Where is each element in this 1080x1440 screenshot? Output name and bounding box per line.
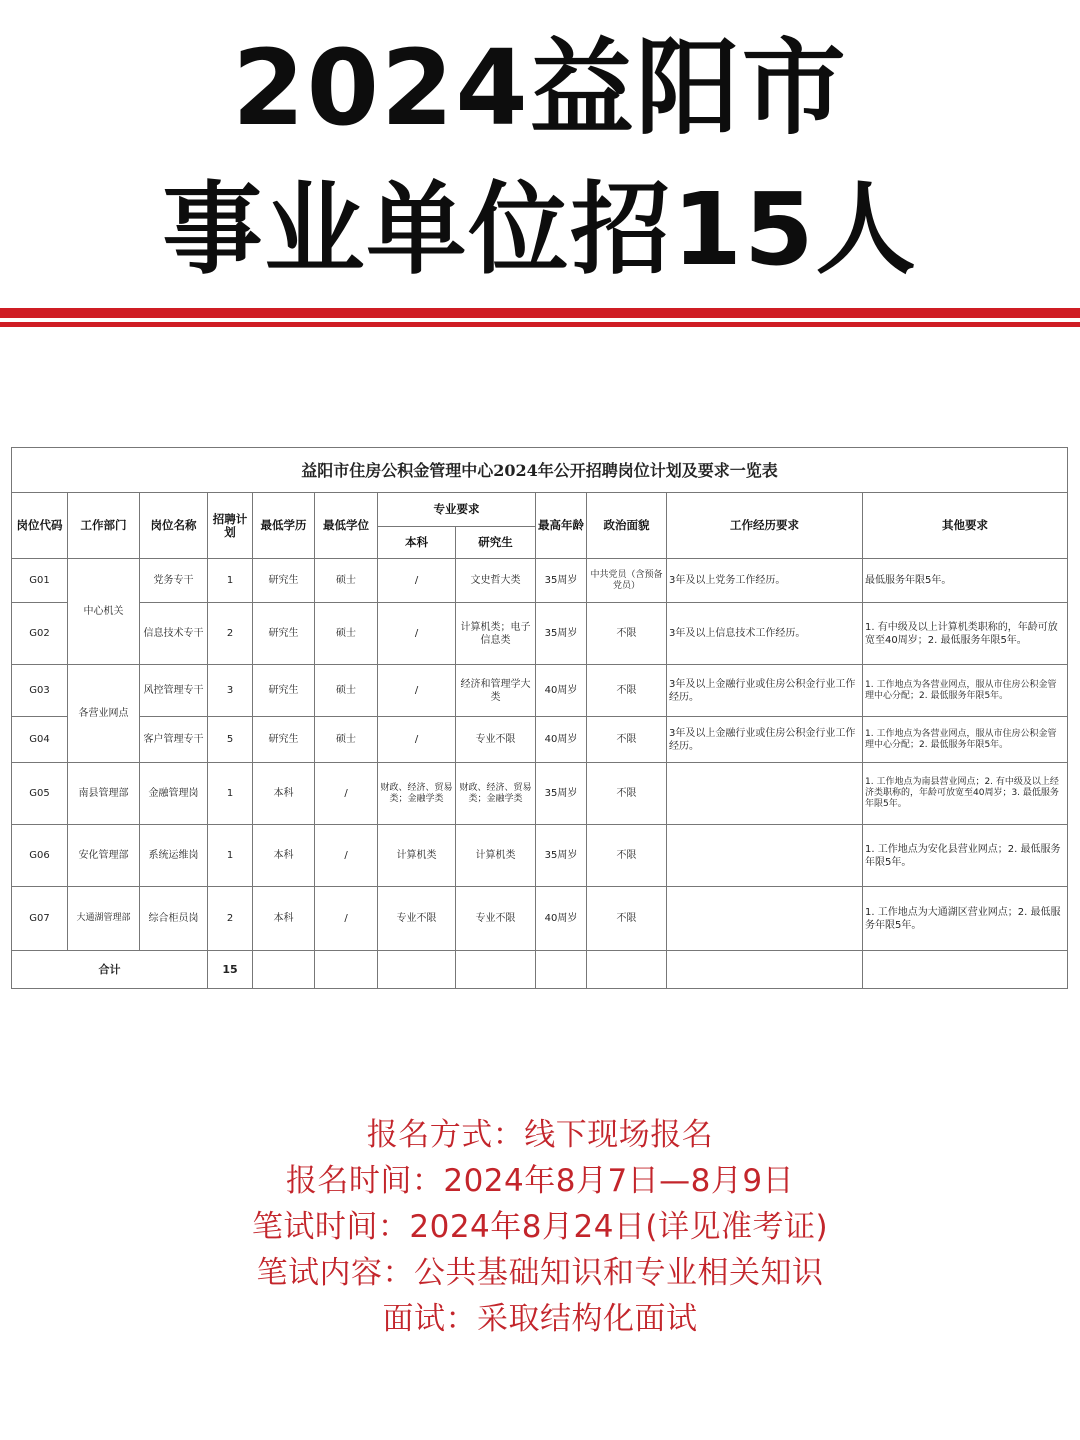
red-rule-thick bbox=[0, 308, 1080, 318]
cell-dept: 安化管理部 bbox=[68, 825, 140, 887]
registration-info bbox=[0, 1112, 1080, 1342]
table-total-row bbox=[12, 951, 1068, 989]
cell-undergrad: 计算机类 bbox=[378, 825, 456, 887]
cell-plan: 2 bbox=[208, 603, 253, 665]
header-grad: 研究生 bbox=[456, 527, 536, 559]
red-rule-thin bbox=[0, 322, 1080, 327]
cell-code: G06 bbox=[12, 825, 68, 887]
cell-grad: 专业不限 bbox=[456, 887, 536, 951]
header-undergrad: 本科 bbox=[378, 527, 456, 559]
recruitment-table-wrapper bbox=[11, 447, 1067, 989]
total-label: 合计 bbox=[12, 951, 208, 989]
cell-post: 综合柜员岗 bbox=[140, 887, 208, 951]
cell-plan: 1 bbox=[208, 825, 253, 887]
cell-political: 不限 bbox=[587, 763, 667, 825]
cell-experience: 3年及以上金融行业或住房公积金行业工作经历。 bbox=[667, 665, 863, 717]
cell-dept: 大通湖管理部 bbox=[68, 887, 140, 951]
table-row bbox=[12, 603, 1068, 665]
cell-age: 40周岁 bbox=[536, 887, 587, 951]
cell-experience bbox=[667, 887, 863, 951]
table-row bbox=[12, 559, 1068, 603]
cell-political: 不限 bbox=[587, 887, 667, 951]
header-major: 专业要求 bbox=[378, 493, 536, 527]
header-plan: 招聘计划 bbox=[208, 493, 253, 559]
cell-political: 不限 bbox=[587, 825, 667, 887]
cell-political: 不限 bbox=[587, 717, 667, 763]
cell-grad: 经济和管理学大类 bbox=[456, 665, 536, 717]
cell-dept: 南县管理部 bbox=[68, 763, 140, 825]
cell-edu: 本科 bbox=[253, 887, 315, 951]
cell-plan: 1 bbox=[208, 763, 253, 825]
empty-cell bbox=[863, 951, 1068, 989]
cell-edu: 研究生 bbox=[253, 559, 315, 603]
cell-edu: 研究生 bbox=[253, 717, 315, 763]
empty-cell bbox=[253, 951, 315, 989]
cell-degree: 硕士 bbox=[315, 665, 378, 717]
cell-code: G03 bbox=[12, 665, 68, 717]
cell-dept-group: 中心机关 bbox=[68, 559, 140, 665]
recruitment-table bbox=[11, 447, 1068, 989]
header-edu: 最低学历 bbox=[253, 493, 315, 559]
header-dept: 工作部门 bbox=[68, 493, 140, 559]
cell-political: 不限 bbox=[587, 603, 667, 665]
cell-post: 金融管理岗 bbox=[140, 763, 208, 825]
cell-undergrad: 财政、经济、贸易类；金融学类 bbox=[378, 763, 456, 825]
cell-degree: 硕士 bbox=[315, 603, 378, 665]
cell-post: 客户管理专干 bbox=[140, 717, 208, 763]
cell-age: 40周岁 bbox=[536, 717, 587, 763]
cell-other: 1. 有中级及以上计算机类职称的，年龄可放宽至40周岁；2. 最低服务年限5年。 bbox=[863, 603, 1068, 665]
cell-undergrad: / bbox=[378, 559, 456, 603]
cell-edu: 本科 bbox=[253, 825, 315, 887]
table-caption-row bbox=[12, 448, 1068, 493]
cell-plan: 1 bbox=[208, 559, 253, 603]
cell-post: 党务专干 bbox=[140, 559, 208, 603]
header-other: 其他要求 bbox=[863, 493, 1068, 559]
cell-edu: 本科 bbox=[253, 763, 315, 825]
header-post: 岗位名称 bbox=[140, 493, 208, 559]
table-header-row bbox=[12, 493, 1068, 527]
cell-grad: 文史哲大类 bbox=[456, 559, 536, 603]
table-caption: 益阳市住房公积金管理中心2024年公开招聘岗位计划及要求一览表 bbox=[12, 448, 1068, 493]
header-experience: 工作经历要求 bbox=[667, 493, 863, 559]
info-exam-content: 笔试内容：公共基础知识和专业相关知识 bbox=[256, 1255, 824, 1291]
cell-degree: 硕士 bbox=[315, 559, 378, 603]
info-registration-time: 报名时间：2024年8月7日—8月9日 bbox=[285, 1163, 795, 1199]
cell-edu: 研究生 bbox=[253, 603, 315, 665]
empty-cell bbox=[315, 951, 378, 989]
cell-other: 1. 工作地点为南县营业网点；2. 有中级及以上经济类职称的，年龄可放宽至40周岁；3. 最低服务年限5年。 bbox=[863, 763, 1068, 825]
cell-experience bbox=[667, 763, 863, 825]
cell-experience: 3年及以上金融行业或住房公积金行业工作经历。 bbox=[667, 717, 863, 763]
cell-experience: 3年及以上信息技术工作经历。 bbox=[667, 603, 863, 665]
cell-undergrad: / bbox=[378, 665, 456, 717]
header-age: 最高年龄 bbox=[536, 493, 587, 559]
table-row bbox=[12, 717, 1068, 763]
cell-age: 35周岁 bbox=[536, 763, 587, 825]
cell-plan: 3 bbox=[208, 665, 253, 717]
cell-other: 1. 工作地点为大通湖区营业网点；2. 最低服务年限5年。 bbox=[863, 887, 1068, 951]
cell-degree: 硕士 bbox=[315, 717, 378, 763]
empty-cell bbox=[667, 951, 863, 989]
table-row bbox=[12, 763, 1068, 825]
cell-undergrad: / bbox=[378, 717, 456, 763]
cell-degree: / bbox=[315, 763, 378, 825]
empty-cell bbox=[378, 951, 456, 989]
empty-cell bbox=[587, 951, 667, 989]
cell-grad: 专业不限 bbox=[456, 717, 536, 763]
table-row bbox=[12, 825, 1068, 887]
header-political: 政治面貌 bbox=[587, 493, 667, 559]
cell-experience: 3年及以上党务工作经历。 bbox=[667, 559, 863, 603]
total-value: 15 bbox=[208, 951, 253, 989]
cell-grad: 计算机类 bbox=[456, 825, 536, 887]
headline-line-2: 事业单位招15人 bbox=[162, 171, 918, 288]
header-code: 岗位代码 bbox=[12, 493, 68, 559]
info-exam-time: 笔试时间：2024年8月24日(详见准考证) bbox=[251, 1209, 829, 1245]
cell-grad: 财政、经济、贸易类；金融学类 bbox=[456, 763, 536, 825]
cell-post: 信息技术专干 bbox=[140, 603, 208, 665]
cell-code: G05 bbox=[12, 763, 68, 825]
empty-cell bbox=[456, 951, 536, 989]
cell-political: 不限 bbox=[587, 665, 667, 717]
cell-post: 风控管理专干 bbox=[140, 665, 208, 717]
empty-cell bbox=[536, 951, 587, 989]
cell-plan: 5 bbox=[208, 717, 253, 763]
cell-code: G01 bbox=[12, 559, 68, 603]
cell-code: G04 bbox=[12, 717, 68, 763]
cell-grad: 计算机类；电子信息类 bbox=[456, 603, 536, 665]
header-degree: 最低学位 bbox=[315, 493, 378, 559]
cell-age: 40周岁 bbox=[536, 665, 587, 717]
cell-plan: 2 bbox=[208, 887, 253, 951]
cell-code: G07 bbox=[12, 887, 68, 951]
cell-other: 最低服务年限5年。 bbox=[863, 559, 1068, 603]
cell-other: 1. 工作地点为安化县营业网点；2. 最低服务年限5年。 bbox=[863, 825, 1068, 887]
cell-age: 35周岁 bbox=[536, 603, 587, 665]
cell-age: 35周岁 bbox=[536, 559, 587, 603]
cell-undergrad: / bbox=[378, 603, 456, 665]
table-row bbox=[12, 665, 1068, 717]
cell-age: 35周岁 bbox=[536, 825, 587, 887]
cell-other: 1. 工作地点为各营业网点，服从市住房公积金管理中心分配；2. 最低服务年限5年。 bbox=[863, 665, 1068, 717]
cell-dept-group: 各营业网点 bbox=[68, 665, 140, 763]
cell-degree: / bbox=[315, 825, 378, 887]
cell-code: G02 bbox=[12, 603, 68, 665]
table-row bbox=[12, 887, 1068, 951]
cell-post: 系统运维岗 bbox=[140, 825, 208, 887]
cell-undergrad: 专业不限 bbox=[378, 887, 456, 951]
cell-other: 1. 工作地点为各营业网点，服从市住房公积金管理中心分配；2. 最低服务年限5年。 bbox=[863, 717, 1068, 763]
info-interview: 面试：采取结构化面试 bbox=[382, 1301, 698, 1337]
headline-line-1: 2024益阳市 bbox=[232, 27, 848, 149]
cell-degree: / bbox=[315, 887, 378, 951]
cell-political: 中共党员（含预备党员） bbox=[587, 559, 667, 603]
cell-edu: 研究生 bbox=[253, 665, 315, 717]
info-registration-method: 报名方式：线下现场报名 bbox=[366, 1117, 714, 1153]
cell-experience bbox=[667, 825, 863, 887]
